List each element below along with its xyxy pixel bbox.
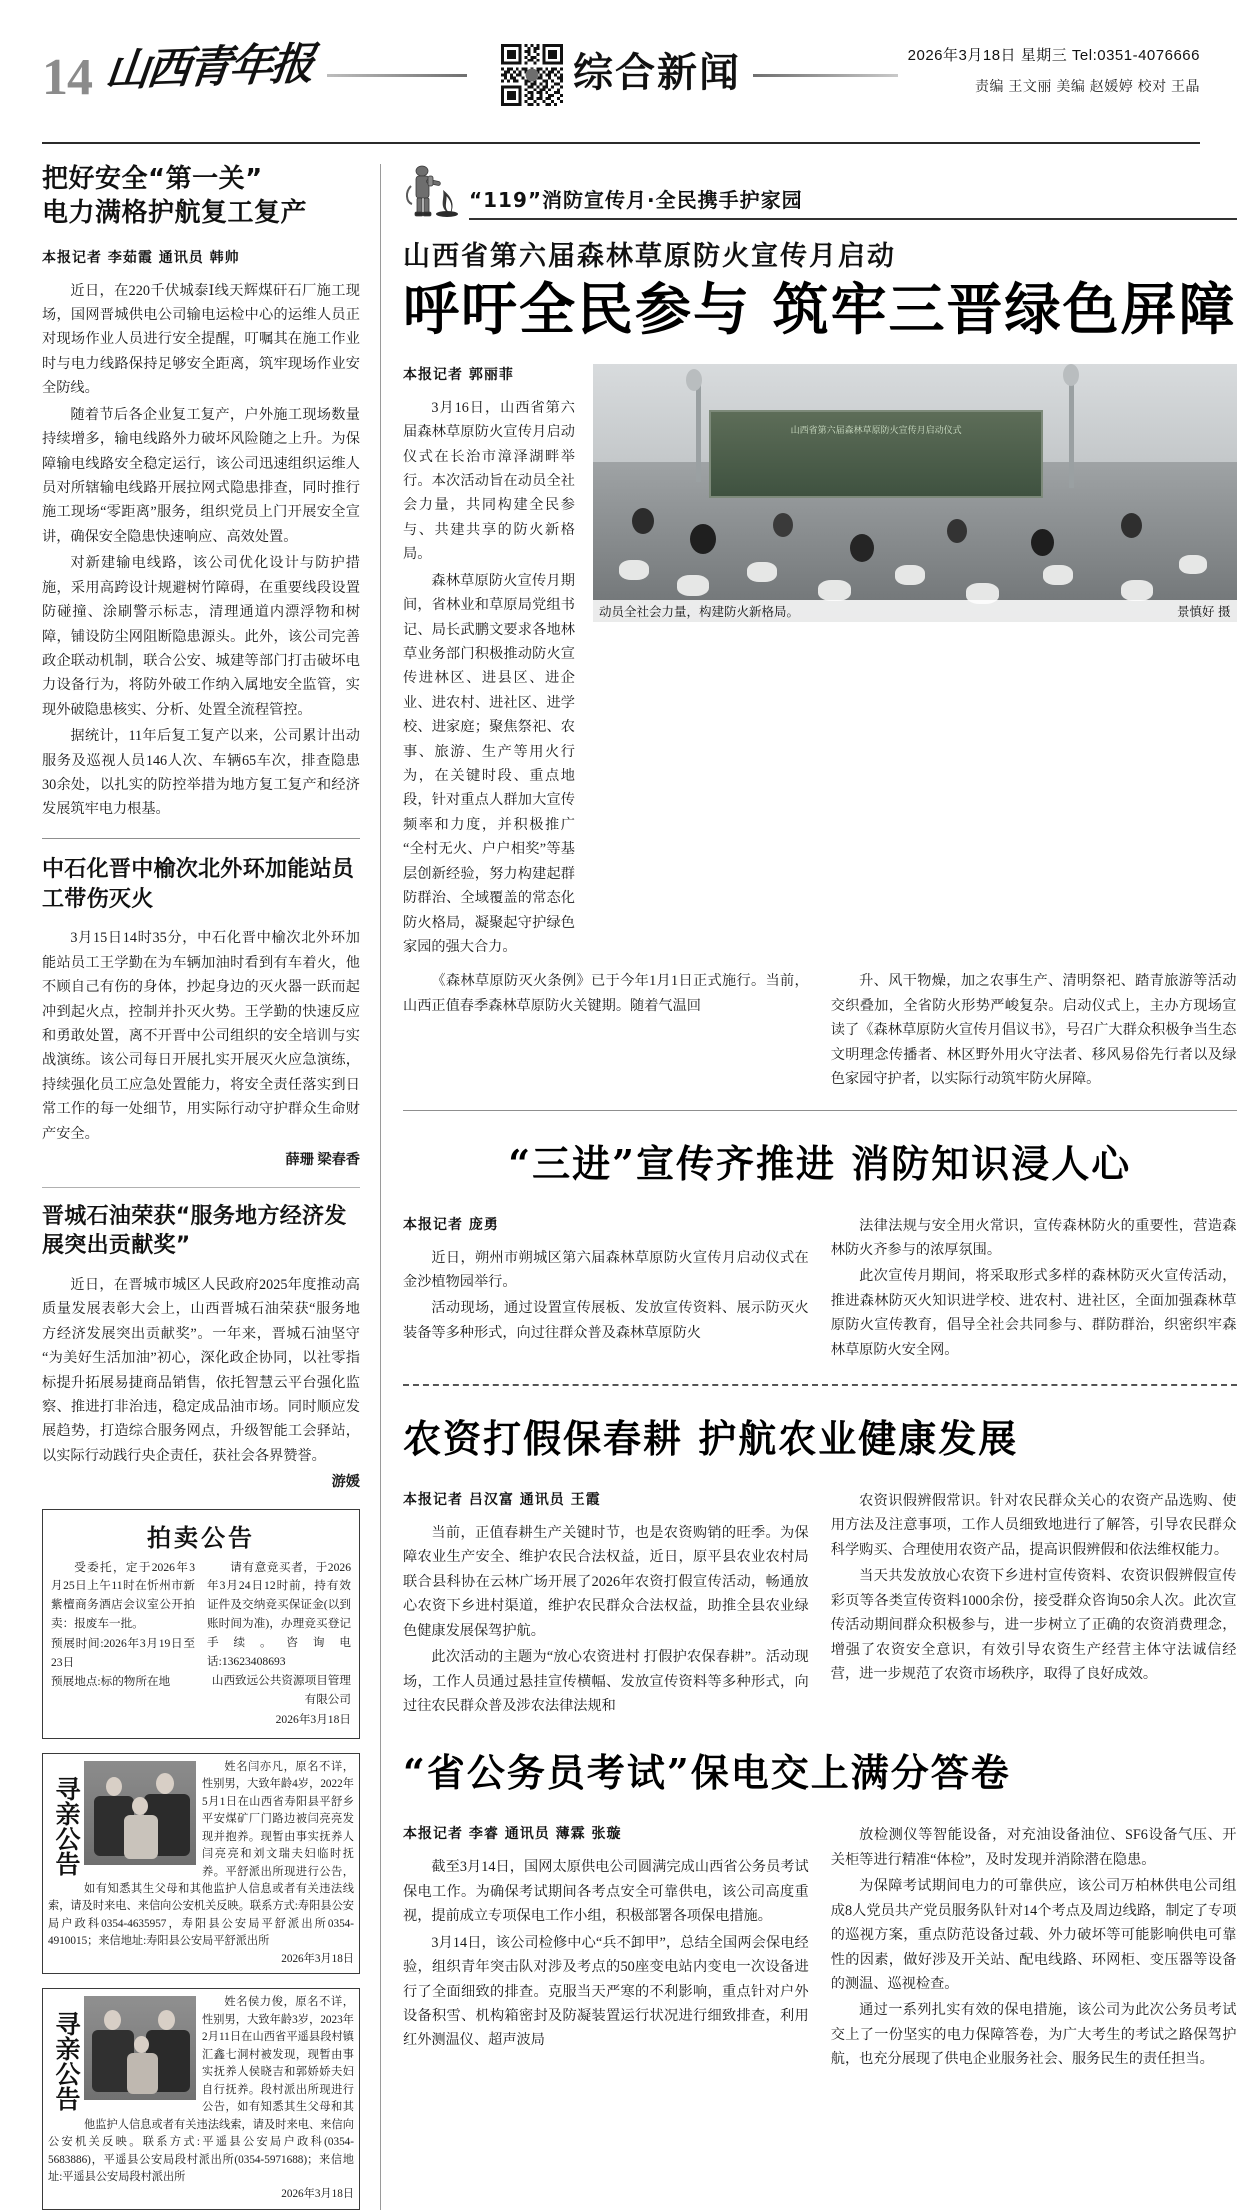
article-power-safety <box>42 162 360 822</box>
section-divider <box>42 1187 360 1188</box>
notice-paragraph: 请有意竞买者，于2026年3月24日12时前，持有效证件及交纳竞买保证金(以到账时间为准)，办理竞买登记手续。咨询电话:13623408693 <box>207 1560 351 1668</box>
article-headline: 晋城石油荣获“服务地方经济发展突出贡献奖” <box>42 1203 347 1259</box>
notice-date: 2026年3月18日 <box>275 1712 351 1726</box>
section-title: 综合新闻 <box>573 49 741 96</box>
article-columns <box>403 1823 1237 2073</box>
feature-top-block <box>403 364 1237 962</box>
banner-text-wrap <box>469 184 1237 220</box>
seek-notice-title: 寻亲公告 <box>52 1775 81 1876</box>
article-sanjin-fire-knowledge <box>403 1133 1237 1365</box>
auction-notice-body <box>51 1559 351 1730</box>
paragraph: 近日，朔州市朔城区第六届森林草原防火宣传月启动仪式在金沙植物园举行。 <box>403 1249 809 1290</box>
feature-body-col2 <box>831 969 1237 1093</box>
paragraph: 放检测仪等智能设备，对充油设备油位、SF6设备气压、开关柜等进行精准“体检”，及时发现并消除潜在隐患。 <box>830 1827 1237 1868</box>
article-col-2 <box>831 1489 1237 1720</box>
headline-line-1: 把好安全“第一关” <box>42 164 263 194</box>
masthead-rule-left <box>327 74 467 77</box>
article-body <box>42 926 360 1172</box>
article-col-2 <box>831 1823 1237 2073</box>
paragraph: 活动现场，通过设置宣传展板、发放宣传资料、展示防灭火装备等多种形式，向过往群众普及森林草原防火 <box>403 1300 809 1341</box>
article-col-2 <box>831 1214 1237 1365</box>
dotted-divider <box>403 1384 1237 1386</box>
paragraph: 随着节后各企业复工复产，户外施工现场数量持续增多，输电线路外力破坏风险随之上升。为保障输电线路安全稳定运行，该公司迅速组织运维人员对所辖输电线路开展拉网式隐患排查，同时推行施工现场“零距离”服务，组织党员上门开展安全宣讲，确保安全隐患快速响应、高效处置。 <box>42 406 360 545</box>
banner-underline <box>469 218 1237 220</box>
photo-caption-text: 动员全社会力量，构建防火新格局。 <box>599 604 800 619</box>
article-body <box>403 1521 809 1718</box>
article-gas-station-fire <box>42 855 360 1173</box>
feature-main-headline: 呼吁全民参与 筑牢三晋绿色屏障 <box>403 277 1237 343</box>
feature-continued-columns <box>403 969 1237 1093</box>
masthead-divider <box>42 142 1200 144</box>
paragraph: 当天共发放放心农资下乡进村宣传资料、农资识假辨假宣传彩页等各类宣传资料1000余份，接受群众咨询50余人次。此次宣传活动期间群众积极参与，进一步树立了正确的农资消费理念，增强了农资安全意识，有效引导农资生产经营主体守法诚信经营，进一步规范了农资市场秩序，取得了良好成效。 <box>830 1568 1237 1683</box>
article-body <box>831 1489 1237 1686</box>
article-byline: 本报记者 吕汉富 通讯员 王霞 <box>403 1492 601 1509</box>
seek-notice-title: 寻亲公告 <box>52 2011 81 2112</box>
firefighter-icon <box>403 162 465 220</box>
family-photo <box>84 1996 196 2100</box>
feature-photo: 山西省第六届森林草原防火宣传月启动仪式 动员全社会力量，构建防火新格局。 景慎好 摄 <box>593 364 1237 622</box>
campaign-banner-text: “119”消防宣传月·全民携手护家园 <box>469 188 803 212</box>
article-nongzi-crackdown <box>403 1408 1237 1720</box>
seek-relatives-notice-1 <box>42 1753 360 1975</box>
article-headline: 中石化晋中榆次北外环加能站员工带伤灭火 <box>42 856 355 912</box>
article-columns <box>403 1489 1237 1720</box>
article-body <box>831 1214 1237 1363</box>
left-column <box>42 162 380 2210</box>
masthead-rule-right <box>753 74 898 77</box>
page-content <box>42 162 1237 2210</box>
article-col-1 <box>403 1489 809 1720</box>
article-body <box>403 1246 809 1346</box>
notice-paragraph: 姓名侯力俊，原名不详，性别男，大致年龄3岁，2023年2月11日在山西省平遥县段村镇汇鑫七洞村被发现，现暂由事实抚养人侯晓吉和郭娇娇夫妇自行抚养。段村派出所现进行公告，如有知悉其生父母和其他监护人信息或者有关违法线索，请及时来电、来信向公安机关反映。联系方式:平遥县公安局户政科(0354-5683886)，平遥县公安局段村派出所(0354-5971688)；来信地址:平遥县公安局段村派出所 <box>48 1996 354 2184</box>
paragraph: 近日，在晋城市城区人民政府2025年度推动高质量发展表彰大会上，山西晋城石油荣获“服务地方经济发展突出贡献奖”。一年来，晋城石油坚守“为美好生活加油”初心，深化政企协同，以社零指标提升拓展易捷商品销售，依托智慧云平台强化监察、推进打非治违，稳定成品油市场。同时顺应发展趋势，打造综合服务网点，升级智能工会驿站，以实际行动践行央企责任，获社会各界赞誉。 <box>42 1276 360 1464</box>
paragraph: 近日，在220千伏城泰Ⅰ线天辉煤矸石厂施工现场，国网晋城供电公司输电运检中心的运维人员正对现场作业人员进行安全提醒，叮嘱其在施工作业时与电力线路保持足够安全距离，筑牢现场作业安全防线。 <box>42 282 360 397</box>
paragraph: 据统计，11年后复工复产以来，公司累计出动服务及巡视人员146人次、车辆65车次，排查隐患30余处，以扎实的防控举措为地方复工复产和经济发展筑牢电力根基。 <box>42 728 360 818</box>
paragraph: 截至3月14日，国网太原供电公司圆满完成山西省公务员考试保电工作。为确保考试期间各考点安全可靠供电，该公司高度重视，提前成立专项保电工作小组，积极部署各项保电措施。 <box>403 1859 809 1925</box>
campaign-banner <box>403 162 1237 220</box>
feature-byline: 本报记者 郭丽菲 <box>403 366 514 383</box>
notice-preview-time: 预展时间:2026年3月19日至23日 <box>51 1636 195 1669</box>
paragraph: 当前，正值春耕生产关键时节，也是农资购销的旺季。为保障农业生产安全、维护农民合法权益，近日，原平县农业农村局联合县科协在云林广场开展了2026年农资打假宣传活动，畅通放心农资下乡进村渠道，维护农民群众合法权益，助推全县农业绿色健康发展保驾护航。 <box>403 1525 809 1639</box>
paragraph: 对新建输电线路，该公司优化设计与防护措施，采用高跨设计规避树竹障碍，在重要线段设置防碰撞、涂刷警示标志，清理通道内漂浮物和树障，铺设防尘网阻断隐患源头。此外，该公司完善政企联动机制，联合公安、城建等部门打击破坏电力设备行为，将防外破工作纳入属地安全监管，实现外破隐患核实、分析、处置全流程管控。 <box>42 555 360 718</box>
paragraph: 为保障考试期间电力的可靠供应，该公司万柏林供电公司组成8人党员共产党员服务队针对14个考点及周边线路，制定了专项的巡视方案，重点防范设备过载、外力破坏等可能影响供电可靠性的因素，做好涉及开关站、配电线路、环网柜、变压器等设备的测温、巡视检查。 <box>830 1878 1237 1992</box>
page-number: 14 <box>42 49 92 106</box>
article-signature: 游媛 <box>331 1474 360 1491</box>
notice-date: 2026年3月18日 <box>281 2188 354 2201</box>
notice-company: 山西致远公共资源项目管理有限公司 <box>211 1674 351 1707</box>
feature-body-col1-cont <box>403 969 809 1093</box>
publication-meta <box>908 44 1200 96</box>
paper-name-logo: 山西青年报 <box>102 38 315 97</box>
paragraph: 农资识假辨假常识。针对农民群众关心的农资产品选购、使用方法及注意事项，工作人员细致地进行了解答，引导农民群众科学购买、合理使用农资产品，提高识假辨假和依法维权能力。 <box>830 1493 1237 1558</box>
notice-paragraph: 受委托，定于2026年3月25日上午11时在忻州市新紫檀商务酒店会议室公开拍卖：报废车一批。 <box>51 1560 195 1631</box>
article-body <box>42 279 360 822</box>
article-col-1 <box>403 1214 809 1365</box>
article-headline: 农资打假保春耕 护航农业健康发展 <box>403 1416 1019 1462</box>
paragraph: 此次活动的主题为“放心农资进村 打假护农保春耕”。活动现场，工作人员通过悬挂宣传横幅、发放宣传资料等多种形式，向过往农民群众普及涉农法律法规和 <box>403 1649 809 1715</box>
masthead <box>42 30 1200 142</box>
paragraph: 森林草原防火宣传月期间，省林业和草原局党组书记、局长武鹏文要求各地林草业务部门积极推动防火宣传进林区、进县区、进企业、进农村、进社区、进学校、进家庭；聚焦祭祀、农事、旅游、生产等用火行为，在关键时段、重点地段，针对重点人群加大宣传频率和力度，并积极推广“全村无火、户户相奖”等基层创新经验，努力构建起群防群治、全域覆盖的常态化防火格局，凝聚起守护绿色家园的强大合力。 <box>403 572 575 955</box>
auction-notice-title: 拍卖公告 <box>147 1523 255 1552</box>
headline-line-2: 电力满格护航复工复产 <box>42 198 308 229</box>
article-jincheng-oil-award <box>42 1202 360 1495</box>
notice-date: 2026年3月18日 <box>281 1952 354 1965</box>
article-col-1 <box>403 1823 809 2073</box>
paragraph: 3月16日，山西省第六届森林草原防火宣传月启动仪式在长治市漳泽湖畔举行。本次活动旨在动员全社会力量，共同构建全民参与、共建共享的防火新格局。 <box>403 399 575 563</box>
paragraph: 3月14日，该公司检修中心“兵不卸甲”，总结全国两会保电经验，组织青年突击队对涉及考点的50座变电站内变电一次设备进行了全面细致的排查。克服当天严寒的不利影响，重点针对户外设备积雪、机构箱密封及防凝装置运行状况进行细致排查，利用红外测温仪、超声波局 <box>403 1934 809 2049</box>
section-divider <box>403 1110 1237 1111</box>
article-byline: 本报记者 庞勇 <box>403 1216 499 1233</box>
article-civil-service-power <box>403 1742 1237 2073</box>
feature-photo-wrap <box>593 364 1237 962</box>
article-byline: 本报记者 李茹霞 通讯员 韩帅 <box>42 249 240 266</box>
newspaper-page <box>0 30 1242 2201</box>
auction-notice-box <box>42 1509 360 1739</box>
paragraph: 通过一系列扎实有效的保电措施，该公司为此次公务员考试交上了一份坚实的电力保障答卷，为广大考生的考试之路保驾护航，也充分展现了供电企业服务社会、服务民生的责任担当。 <box>830 2002 1237 2068</box>
publication-date: 2026年3月18日 星期三 Tel:0351-4076666 <box>907 47 1200 64</box>
feature-kicker: 山西省第六届森林草原防火宣传月启动 <box>403 241 896 272</box>
article-body <box>403 1855 809 2052</box>
paragraph: 3月15日14时35分，中石化晋中榆次北外环加能站员工王学勤在为车辆加油时看到有车着火，他不顾自己有伤的身体，抄起身边的灭火器一跃而起冲到起火点，控制并扑灭火势。王学勤的快速反应和勇敢处置，离不开晋中公司组织的安全培训与实战演练。该公司每日开展扎实开展灭火应急演练，持续强化员工应急处置能力，将安全责任落实到日常工作的每一处细节，用实际行动守护群众生命财产安全。 <box>42 930 360 1142</box>
photo-credit: 景慎好 摄 <box>1177 604 1231 619</box>
article-body <box>42 1273 360 1495</box>
feature-text-column <box>403 364 575 962</box>
article-headline: “省公务员考试”保电交上满分答卷 <box>403 1750 1011 1796</box>
section-divider <box>42 838 360 839</box>
paragraph: 法律法规与安全用火常识，宣传森林防火的重要性，营造森林防火齐参与的浓厚氛围。 <box>830 1217 1237 1258</box>
article-headline: “三进”宣传齐推进 消防知识浸人心 <box>508 1140 1132 1186</box>
article-headline <box>42 162 360 231</box>
paragraph: 升、风干物燥，加之农事生产、清明祭祀、踏青旅游等活动交织叠加，全省防火形势严峻复杂。启动仪式上，主办方现场宣读了《森林草原防火宣传月倡议书》，号召广大群众积极争当生态文明理念传播者、林区野外用火守法者、移风易俗先行者以及绿色家园守护者，以实际行动筑牢防火屏障。 <box>830 973 1237 1088</box>
article-body <box>831 1823 1237 2071</box>
photo-caption-bar <box>593 600 1237 622</box>
article-columns <box>403 1214 1237 1365</box>
feature-body-col1 <box>403 396 575 960</box>
notice-preview-location: 预展地点:标的物所在地 <box>51 1675 171 1689</box>
paragraph: 《森林草原防灭火条例》已于今年1月1日正式施行。当前，山西正值春季森林草原防火关键期。随着气温回 <box>403 973 809 1014</box>
seek-relatives-notice-2 <box>42 1988 360 2210</box>
qr-code-icon[interactable] <box>501 44 563 106</box>
main-column <box>381 162 1237 2210</box>
notice-paragraph: 姓名闫亦凡，原名不详，性别男，大致年龄4岁，2022年5月1日在山西省寿阳县平舒乡平安煤矿厂门路边被闫亮亮发现并抱养。现暂由事实抚养人闫亮亮和刘文瑞夫妇临时抚养。平舒派出所现进行公告，如有知悉其生父母和其他监护人信息或者有关违法线索，请及时来电、来信向公安机关反映。联系方式:寿阳县公安局户政科0354-4635957，寿阳县公安局平舒派出所0354-4910015；来信地址:寿阳县公安局平舒派出所 <box>48 1760 354 1948</box>
article-signature: 薛珊 梁春香 <box>285 1152 360 1169</box>
article-byline: 本报记者 李睿 通讯员 薄霖 张璇 <box>403 1826 622 1843</box>
paragraph: 此次宣传月期间，将采取形式多样的森林防灭火宣传活动，推进森林防灭火知识进学校、进农村、进社区，全面加强森林草原防火宣传教育，倡导全社会共同参与、群防群治，织密织牢森林草原防火安全网。 <box>830 1268 1237 1358</box>
editorial-staff: 责编 王文丽 美编 赵媛婷 校对 王晶 <box>975 78 1200 94</box>
family-photo <box>84 1761 196 1865</box>
